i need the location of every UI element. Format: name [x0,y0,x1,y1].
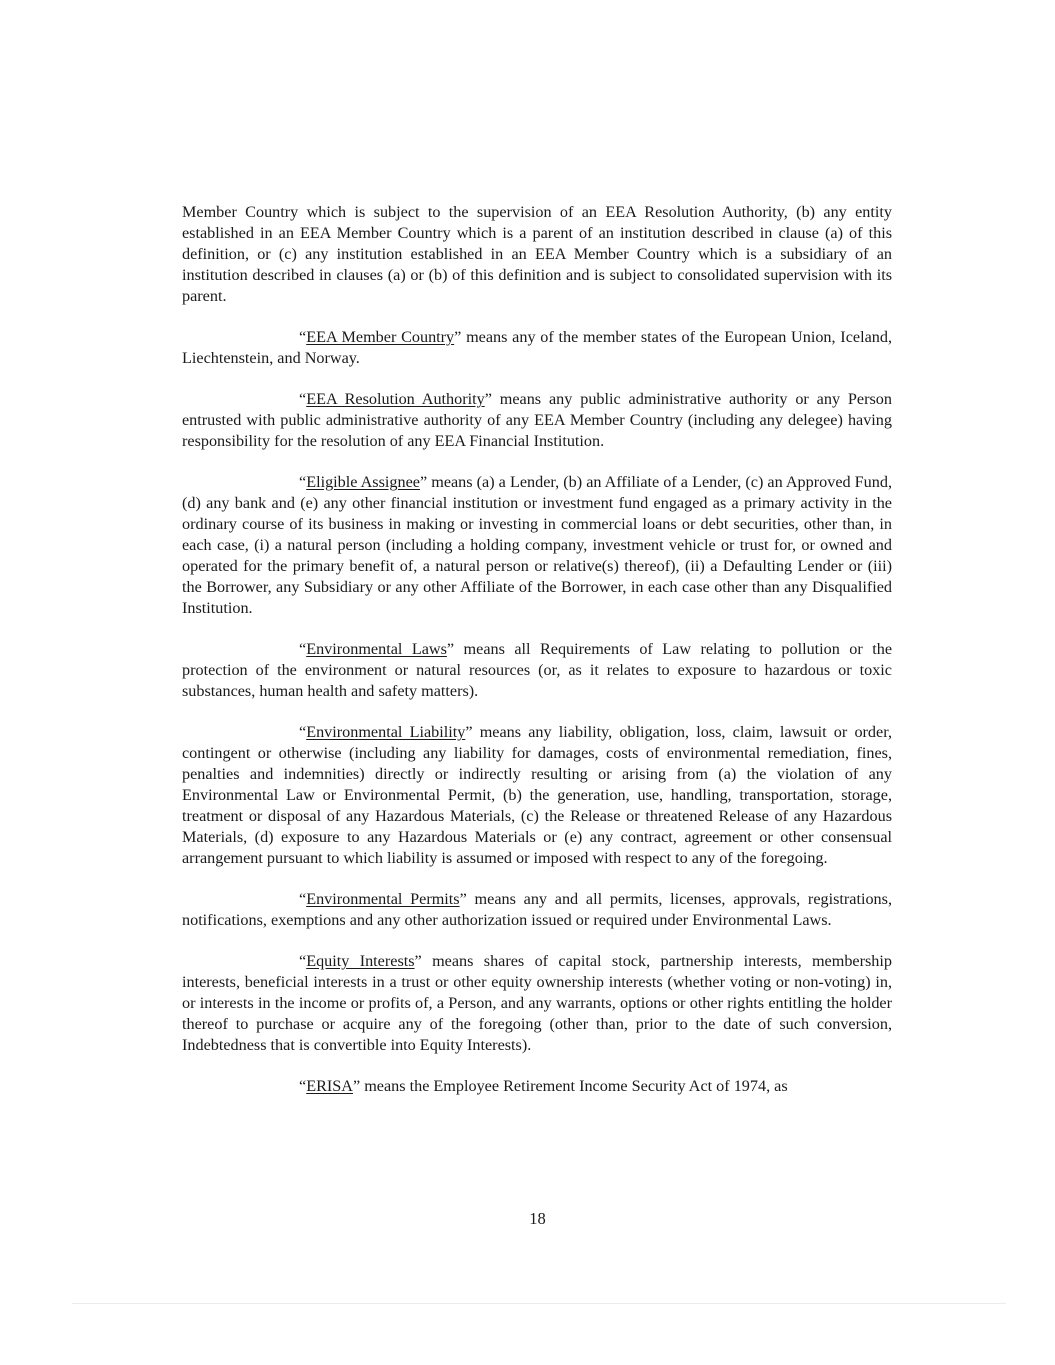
definition-eea-member-country [182,327,892,369]
defined-term: Environmental Permits [306,890,460,908]
definition-text: ” means all Requirements of Law relating to pollution or the protection of the environment or natural resources (or, as it relates to exposure to hazardous or toxic substances, human health and safety matters). [182,640,893,700]
definition-environmental-permits [182,889,892,931]
defined-term: Environmental Liability [306,723,466,741]
definition-eea-resolution-authority [182,389,892,452]
definition-text: ” means any liability, obligation, loss, claim, lawsuit or order, contingent or otherwise (including any liability for damages, costs of environmental remediation, fines, penalties and indemnities) directly or indirectly resulting or arising from (a) the violation of any Environmental Law or Environmental Permit, (b) the generation, use, handling, transportation, storage, treatment or disposal of any Hazardous Materials, (c) the Release or threatened Release of any Hazardous Materials, (d) exposure to any Hazardous Materials or (e) any contract, agreement or other consensual arrangement pursuant to which liability is assumed or imposed with respect to any of the foregoing. [182,723,892,867]
open-quote: “ [299,723,307,741]
definition-environmental-liability [182,722,892,869]
definition-text: ” means any public administrative authority or any Person entrusted with public administrative authority of any EEA Member Country (including any delegee) having responsibility for the resolution of any EEA Financial Institution. [182,390,892,450]
definition-text: ” means (a) a Lender, (b) an Affiliate of a Lender, (c) an Approved Fund, (d) any bank and (e) any other financial institution or investment fund engaged as a primary activity in the ordinary course of its business in making or investing in commercial loans or debt securities, other than, in each case, (i) a natural person (including a holding company, investment vehicle or trust for, or owned and operated for the primary benefit of, a natural person or relative(s) thereof), (ii) a Defaulting Lender or (iii) the Borrower, any Subsidiary or any other Affiliate of the Borrower, in each case other than any Disqualified Institution. [182,473,892,617]
page-number: 18 [529,1209,546,1228]
open-quote: “ [299,473,307,491]
defined-term: Eligible Assignee [306,473,420,491]
definition-erisa [182,1076,892,1097]
defined-term: ERISA [306,1077,353,1095]
defined-term: EEA Resolution Authority [306,390,485,408]
open-quote: “ [299,1077,307,1095]
open-quote: “ [299,952,307,970]
open-quote: “ [299,390,307,408]
definition-text: ” means shares of capital stock, partnership interests, membership interests, beneficial interests in a trust or other equity ownership interests (whether voting or non-voting) in, or interests in the income or profits of, a Person, and any warrants, options or other rights entitling the holder thereof to purchase or acquire any of the foregoing (other than, prior to the date of such conversion, Indebtedness that is convertible into Equity Interests). [182,952,892,1054]
definition-text: ” means the Employee Retirement Income Security Act of 1974, as [352,1077,788,1095]
defined-term: Environmental Laws [306,640,447,658]
page-body [182,202,892,1117]
opening-paragraph: Member Country which is subject to the supervision of an EEA Resolution Authority, (b) any entity established in an EEA Member Country which is a parent of an institution described in clause (a) of this definition, or (c) any institution established in an EEA Member Country which is a subsidiary of an institution described in clauses (a) or (b) of this definition and is subject to consolidated supervision with its parent. [182,203,892,305]
open-quote: “ [299,640,307,658]
definition-text: ” means any and all permits, licenses, approvals, registrations, notifications, exemptions and any other authorization issued or required under Environmental Laws. [182,890,892,929]
open-quote: “ [299,890,307,908]
defined-term: EEA Member Country [306,328,455,346]
definition-equity-interests [182,951,892,1056]
definition-text: ” means any of the member states of the European Union, Iceland, Liechtenstein, and Norway. [182,328,892,367]
page-bottom-divider [72,1303,1006,1304]
defined-term: Equity Interests [306,952,415,970]
definition-eligible-assignee [182,472,892,619]
definition-environmental-laws [182,639,892,702]
open-quote: “ [299,328,307,346]
